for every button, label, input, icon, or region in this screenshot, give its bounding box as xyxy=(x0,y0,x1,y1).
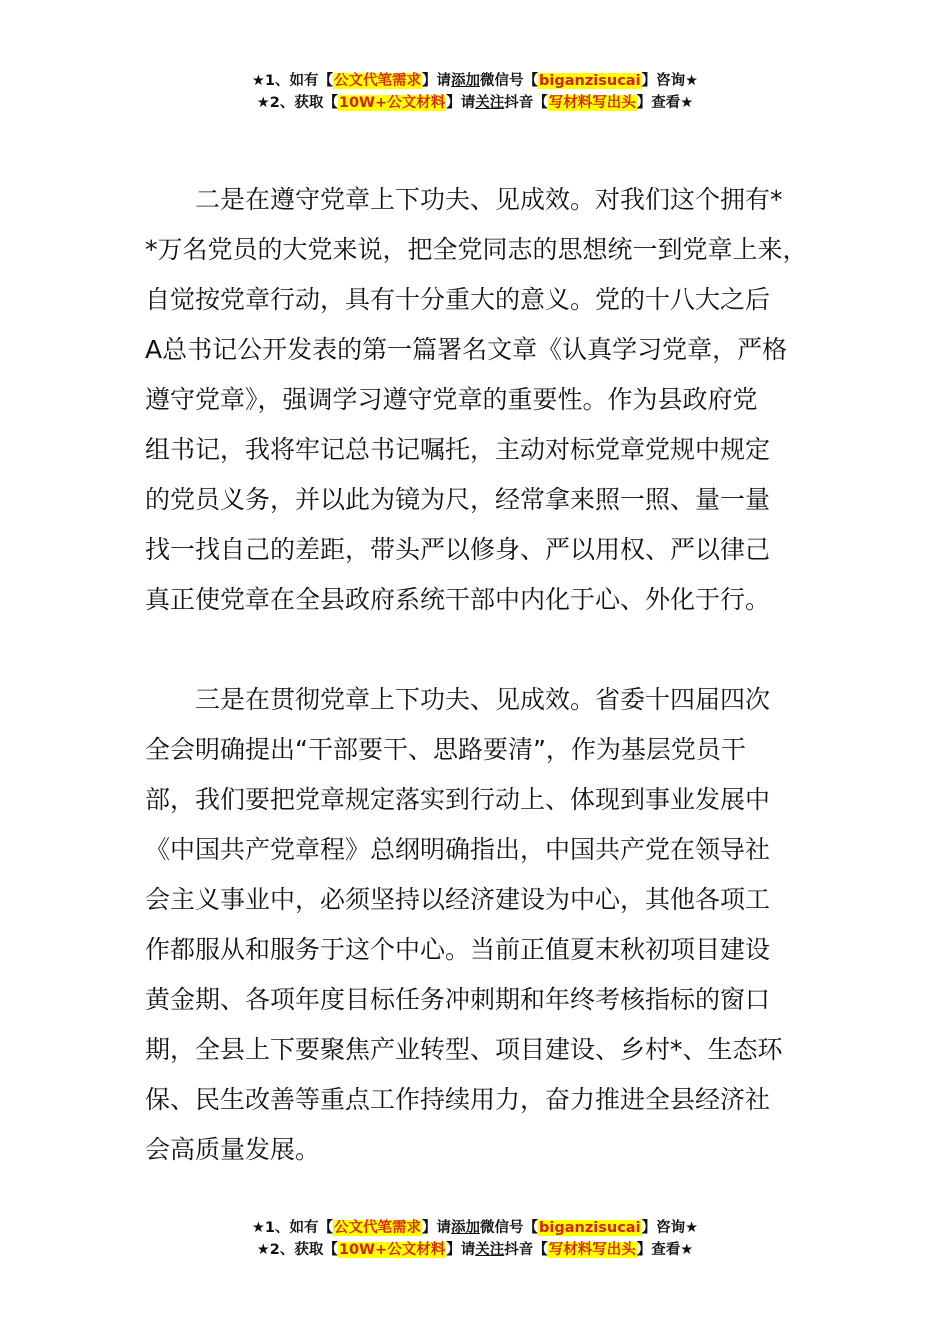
text-line: 二是在遵守党章上下功夫、见成效。对我们这个拥有* xyxy=(195,185,783,214)
highlight-ghostwriting: 公文代笔需求 xyxy=(334,73,422,89)
footer-banner xyxy=(0,1217,950,1261)
highlight-materials: 10W+公文材料 xyxy=(338,1242,446,1258)
header-text: 】请 xyxy=(422,73,452,89)
highlight-ghostwriting: 公文代笔需求 xyxy=(334,1220,422,1236)
header-line-1 xyxy=(0,70,950,92)
paragraph-3 xyxy=(145,675,835,1175)
footer-text: 抖音【 xyxy=(504,1242,548,1258)
header-text: 添加 xyxy=(451,73,481,89)
text-line: 《中国共产党章程》总纲明确指出，中国共产党在领导社 xyxy=(145,835,771,864)
footer-text: 】请 xyxy=(422,1220,452,1236)
header-text: 】咨询★ xyxy=(641,73,699,89)
header-text: 】请 xyxy=(446,95,476,111)
highlight-materials: 10W+公文材料 xyxy=(338,95,446,111)
footer-text: 微信号【 xyxy=(480,1220,539,1236)
text-line: 黄金期、各项年度目标任务冲刺期和年终考核指标的窗口 xyxy=(145,985,771,1014)
text-line: 组书记，我将牢记总书记嘱托，主动对标党章党规中规定 xyxy=(145,435,771,464)
header-text: ★1、如有【 xyxy=(251,73,334,89)
footer-line-2 xyxy=(0,1239,950,1261)
highlight-wechat-id: biganzisucai xyxy=(539,73,641,89)
document-body xyxy=(145,175,835,1175)
text-line: 三是在贯彻党章上下功夫、见成效。省委十四届四次 xyxy=(195,685,771,714)
text-line: 真正使党章在全县政府系统干部中内化于心、外化于行。 xyxy=(145,585,771,614)
text-line: 保、民生改善等重点工作持续用力，奋力推进全县经济社 xyxy=(145,1085,771,1114)
highlight-douyin-account: 写材料写出头 xyxy=(548,1242,636,1258)
text-line: 作都服从和服务于这个中心。当前正值夏末秋初项目建设 xyxy=(145,935,771,964)
footer-text: 添加 xyxy=(451,1220,481,1236)
paragraph-2 xyxy=(145,175,835,625)
footer-text: ★2、获取【 xyxy=(256,1242,338,1258)
footer-text: 】请 xyxy=(446,1242,476,1258)
text-line: 的党员义务，并以此为镜为尺，经常拿来照一照、量一量 xyxy=(145,485,771,514)
text-line: 会主义事业中，必须坚持以经济建设为中心，其他各项工 xyxy=(145,885,771,914)
highlight-wechat-id: biganzisucai xyxy=(539,1220,641,1236)
header-text: 】查看★ xyxy=(636,95,694,111)
header-line-2 xyxy=(0,92,950,114)
footer-text: 】查看★ xyxy=(636,1242,694,1258)
text-line: 自觉按党章行动，具有十分重大的意义。党的十八大之后 xyxy=(145,285,771,314)
header-text: 抖音【 xyxy=(504,95,548,111)
text-line: 找一找自己的差距，带头严以修身、严以用权、严以律己 xyxy=(145,535,771,564)
footer-text: 关注 xyxy=(475,1242,505,1258)
footer-text: 】咨询★ xyxy=(641,1220,699,1236)
footer-text: ★1、如有【 xyxy=(251,1220,334,1236)
header-text: 微信号【 xyxy=(480,73,539,89)
text-line: 期，全县上下要聚焦产业转型、项目建设、乡村*、生态环 xyxy=(145,1035,783,1064)
header-text: 关注 xyxy=(475,95,505,111)
header-banner xyxy=(0,70,950,114)
footer-line-1 xyxy=(0,1217,950,1239)
header-text: ★2、获取【 xyxy=(256,95,338,111)
text-line: *万名党员的大党来说，把全党同志的思想统一到党章上来， xyxy=(145,235,808,264)
text-line: 遵守党章》，强调学习遵守党章的重要性。作为县政府党 xyxy=(145,385,758,414)
text-line: A总书记公开发表的第一篇署名文章《认真学习党章，严格 xyxy=(145,335,788,364)
text-line: 全会明确提出“干部要干、思路要清”，作为基层党员干 xyxy=(145,735,746,764)
text-line: 会高质量发展。 xyxy=(145,1135,321,1164)
text-line: 部，我们要把党章规定落实到行动上、体现到事业发展中 xyxy=(145,785,771,814)
highlight-douyin-account: 写材料写出头 xyxy=(548,95,636,111)
